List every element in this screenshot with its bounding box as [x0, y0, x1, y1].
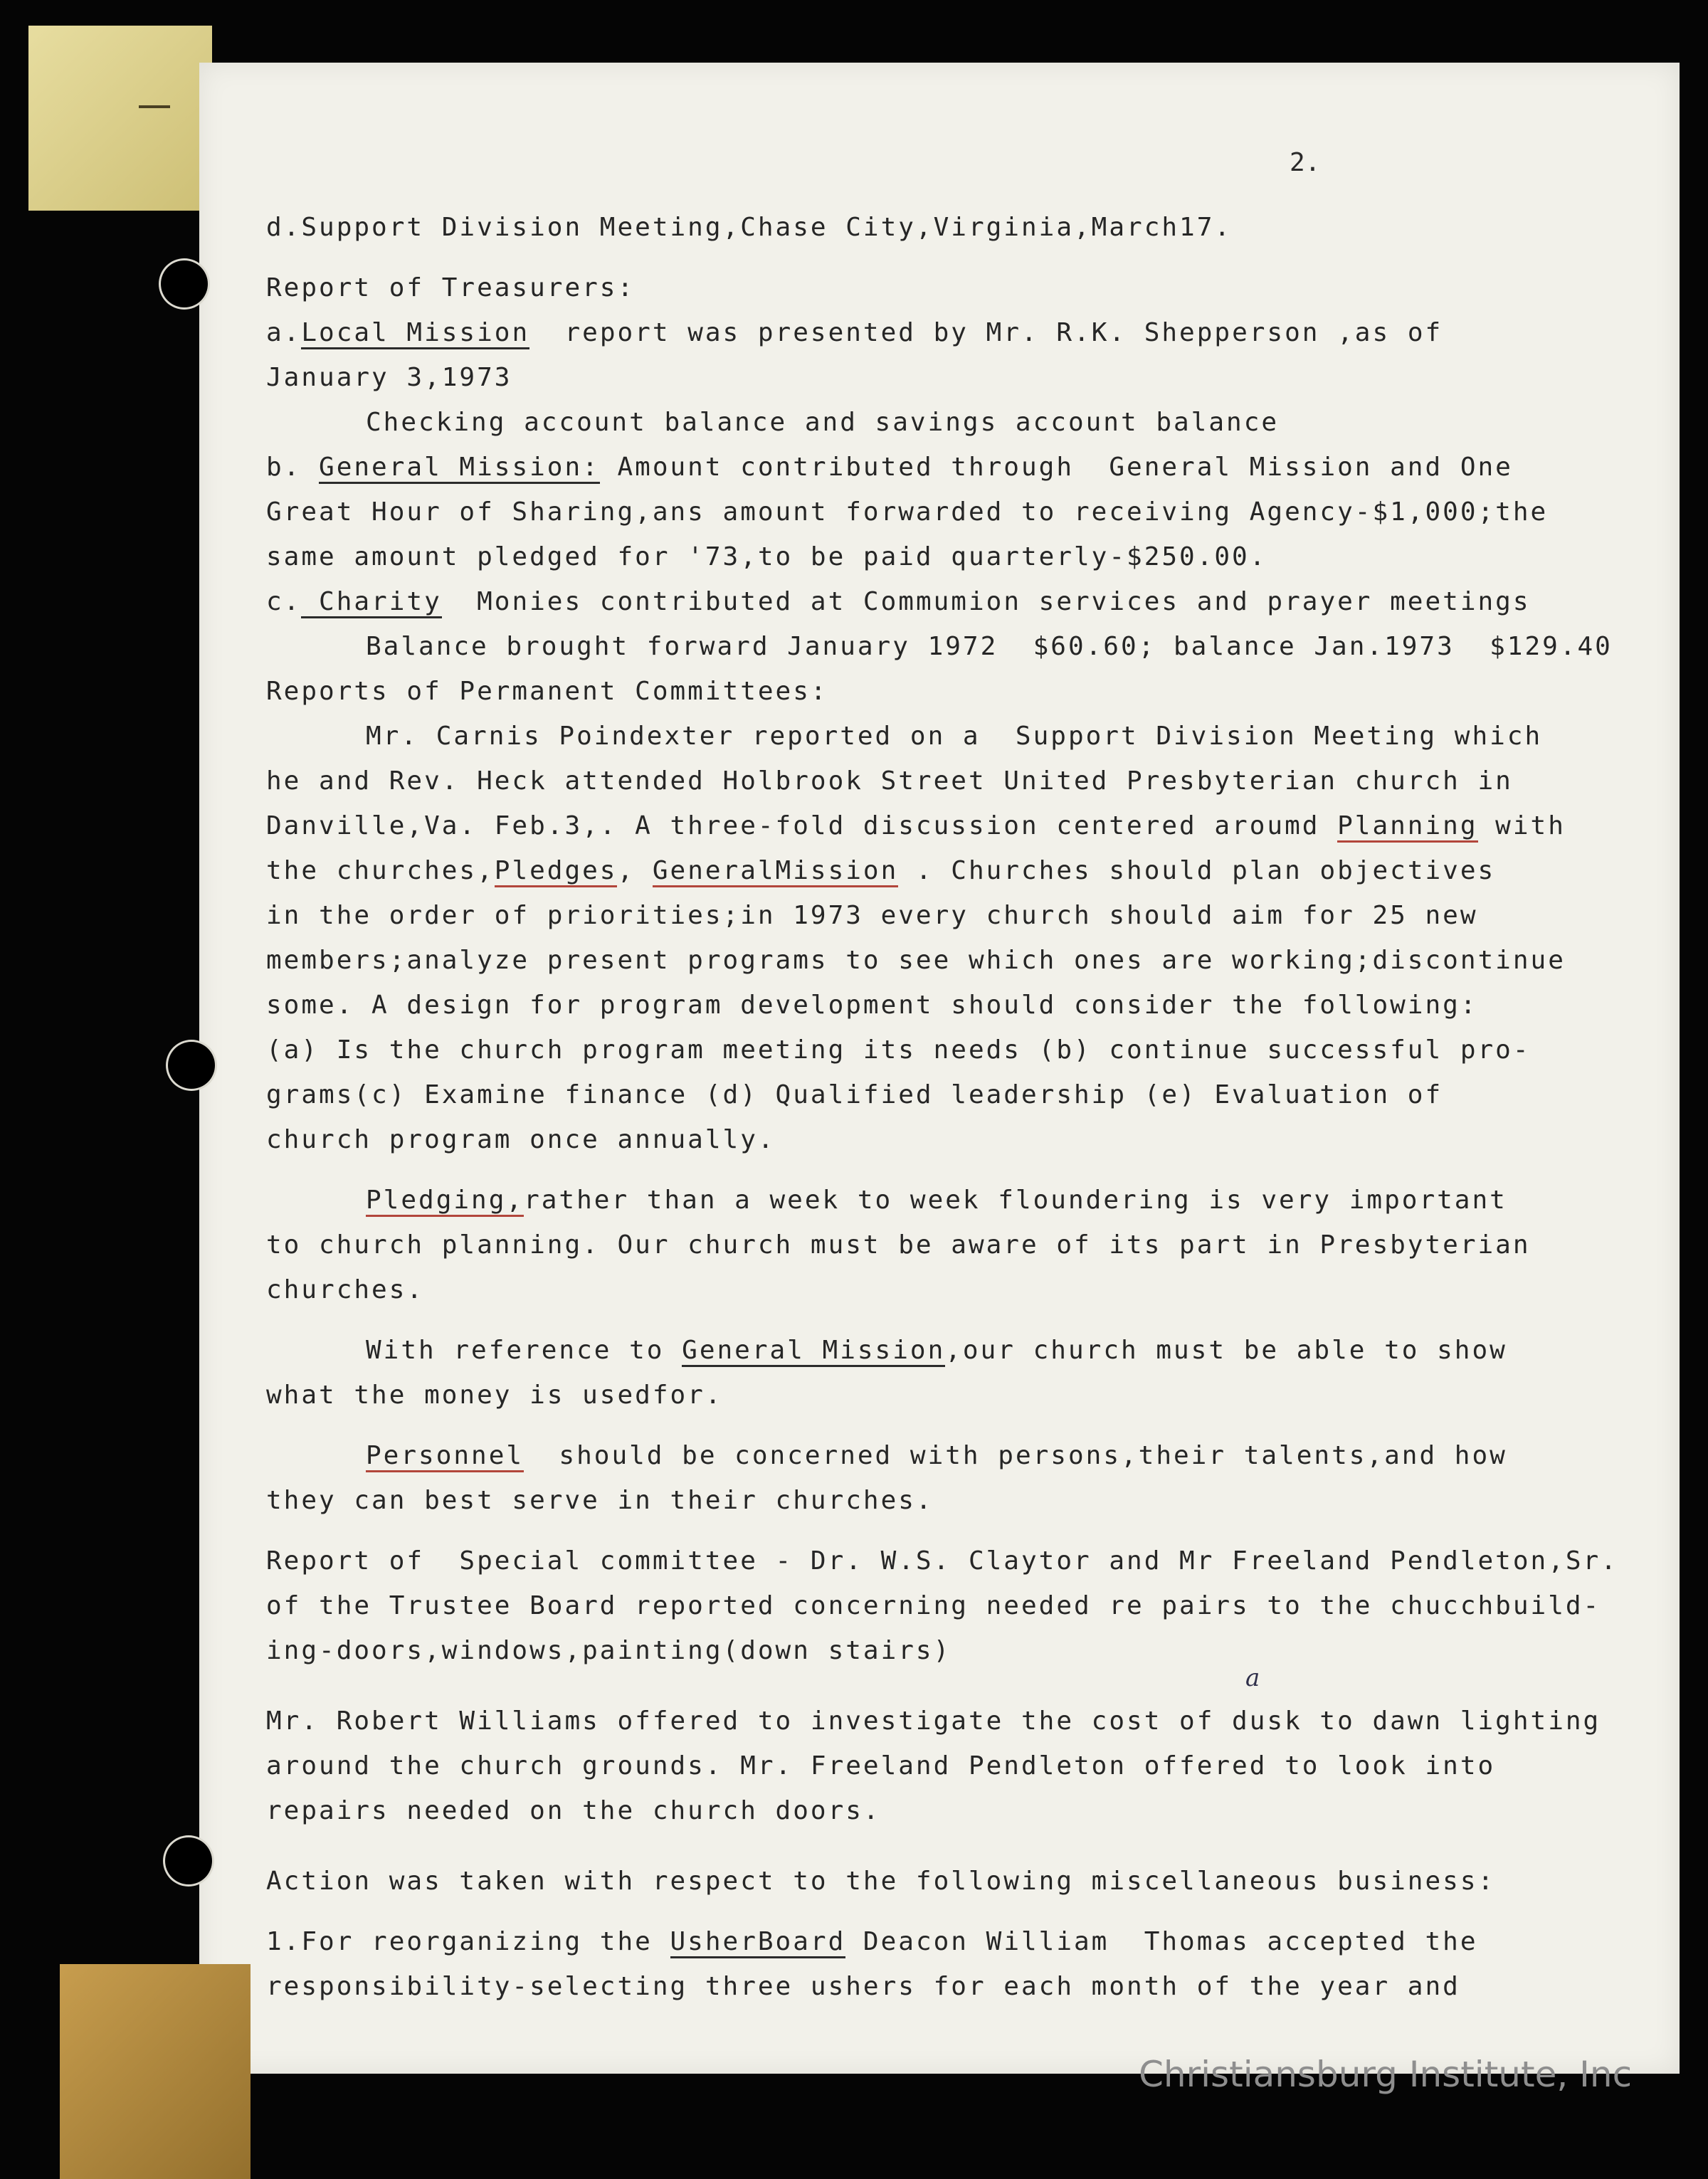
permanent-p1-line-10: church program once annually. — [266, 1125, 776, 1154]
permanent-p1-line-4: the churches,Pledges, GeneralMission . Churches should plan objectives — [266, 848, 1675, 893]
pledging-line-3: churches. — [266, 1275, 425, 1304]
heading-line: d.Support Division Meeting,Chase City,Virginia,March17. — [266, 213, 1233, 242]
treasurers-title: Report of Treasurers: — [266, 273, 636, 302]
local-mission-label: Local Mission — [301, 318, 529, 349]
williams-line-2: around the church grounds. Mr. Freeland Pendleton offered to look into — [266, 1751, 1496, 1780]
general-mission-paragraph-line-1: With reference to General Mission,our church must be able to show — [266, 1328, 1675, 1373]
pledging-underlined: Pledging, — [366, 1186, 524, 1217]
punch-hole-top — [161, 260, 208, 307]
local-mission-line: a.Local Mission report was presented by Mr. R.K. Shepperson ,as of — [266, 310, 1675, 355]
general-mission-underlined: GeneralMission — [653, 856, 898, 887]
williams-line-3: repairs needed on the church doors. — [266, 1796, 881, 1825]
permanent-p1-line-6: members;analyze present programs to see which ones are working;discontinue — [266, 946, 1566, 975]
misc-line-1: 1.For reorganizing the UsherBoard Deacon William Thomas accepted the — [266, 1919, 1675, 1964]
permanent-p1-line-5: in the order of priorities;in 1973 every church should aim for 25 new — [266, 901, 1478, 930]
williams-line-1: Mr. Robert Williams offered to investigate the cost of dusk to dawn lighting — [266, 1706, 1601, 1736]
misc-title: Action was taken with respect to the following miscellaneous business: — [266, 1867, 1496, 1896]
personnel-underlined: Personnel — [366, 1441, 524, 1472]
local-mission-balances: Checking account balance and savings account balance — [366, 408, 1280, 437]
permanent-p1-line-8: (a) Is the church program meeting its needs (b) continue successful pro- — [266, 1035, 1531, 1065]
general-mission-line: b. General Mission: Amount contributed through General Mission and One — [266, 445, 1675, 490]
permanent-p1-line-3: Danville,Va. Feb.3,. A three-fold discussion centered aroumd Planning with — [266, 803, 1675, 848]
general-mission-line-2: Great Hour of Sharing,ans amount forwarded to receiving Agency-$1,000;the — [266, 497, 1549, 527]
special-committee-line-3: ing-doors,windows,painting(down stairs) — [266, 1636, 951, 1665]
general-mission-label: General Mission: — [319, 453, 600, 484]
pledging-line-2: to church planning. Our church must be aware of its part in Presbyterian — [266, 1230, 1531, 1260]
paper-clip-tab-bottom — [60, 1964, 251, 2179]
charity-line: c. Charity Monies contributed at Commumion services and prayer meetings — [266, 579, 1675, 624]
special-committee-line-1: Report of Special committee - Dr. W.S. Claytor and Mr Freeland Pendleton,Sr. — [266, 1546, 1618, 1576]
punch-hole-bottom — [165, 1837, 212, 1884]
permanent-title: Reports of Permanent Committees: — [266, 677, 828, 706]
permanent-p1-line-2: he and Rev. Heck attended Holbrook Street United Presbyterian church in — [266, 766, 1513, 796]
document-body — [266, 205, 1675, 2009]
general-mission-line-3: same amount pledged for '73,to be paid quarterly-$250.00. — [266, 542, 1267, 571]
special-committee-line-2: of the Trustee Board reported concerning needed re pairs to the chucchbuild- — [266, 1591, 1601, 1620]
permanent-p1-line-9: grams(c) Examine finance (d) Qualified leadership (e) Evaluation of — [266, 1080, 1443, 1109]
personnel-line-1: Personnel should be concerned with persons,their talents,and how — [266, 1433, 1675, 1478]
permanent-p1-line-7: some. A design for program development should consider the following: — [266, 991, 1478, 1020]
misc-line-2: responsibility-selecting three ushers for each month of the year and — [266, 1972, 1460, 2001]
general-mission-paragraph-line-2: what the money is usedfor. — [266, 1381, 723, 1410]
usher-board-underlined: UsherBoard — [670, 1927, 846, 1958]
general-mission-ref: General Mission — [682, 1336, 945, 1367]
handwritten-insert: a — [1245, 1664, 1260, 1692]
charity-balance: Balance brought forward January 1972 $60.60; balance Jan.1973 $129.40 — [366, 632, 1613, 661]
permanent-p1-line-1: Mr. Carnis Poindexter reported on a Support Division Meeting which — [366, 722, 1543, 751]
pledging-line-1: Pledging,rather than a week to week floundering is very important — [266, 1178, 1675, 1223]
tab-mark — [139, 105, 170, 108]
watermark: Christiansburg Institute, Inc — [1139, 2054, 1633, 2095]
page-number: 2. — [1290, 148, 1321, 177]
paper-clip-tab-top — [28, 26, 212, 211]
charity-label: Charity — [301, 587, 441, 618]
planning-underlined: Planning — [1337, 811, 1477, 843]
personnel-line-2: they can best serve in their churches. — [266, 1486, 934, 1515]
pledges-underlined: Pledges — [495, 856, 618, 887]
punch-hole-middle — [168, 1042, 215, 1089]
local-mission-date: January 3,1973 — [266, 363, 512, 392]
